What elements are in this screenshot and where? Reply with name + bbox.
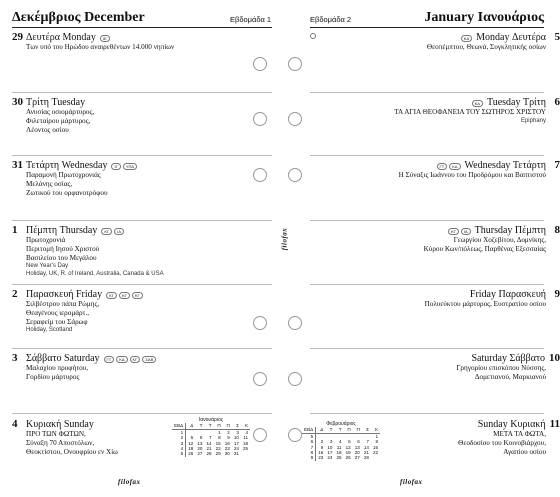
reading-badge: ΣΑΒ — [142, 356, 156, 363]
day-number: 11 — [549, 418, 560, 430]
calendar-date-cell: 19 — [188, 446, 194, 452]
day-entry — [12, 31, 270, 52]
calendar-date-cell: 20 — [354, 450, 360, 456]
note-line: Epiphany — [520, 117, 546, 124]
calendar-date-cell: 7 — [209, 435, 212, 441]
calendar-date-cell: 12 — [345, 444, 351, 450]
day-number: 4 — [12, 418, 18, 430]
day-heading — [310, 31, 560, 43]
calendar-date-cell: 9 — [320, 444, 324, 450]
calendar-date-cell: 2 — [227, 429, 230, 435]
note-line: Των υπό του Ηρώδου αναιρεθέντων 14.000 νηπίων — [26, 43, 175, 51]
day-name: Δευτέρα Monday — [26, 32, 96, 43]
day-name: Sunday Κυριακή — [477, 419, 546, 430]
binder-hole — [288, 372, 302, 386]
binder-hole — [288, 57, 302, 71]
calendar-date-cell: 14 — [363, 444, 369, 450]
calendar-date-cell: 3 — [329, 439, 333, 445]
reading-badge: ΓΤ — [104, 356, 115, 363]
calendar-date-cell: 4 — [172, 446, 186, 451]
reading-badge: ΚΔ — [449, 163, 460, 170]
calendar-date-cell: 11 — [336, 444, 342, 450]
day-number: 7 — [554, 159, 560, 171]
day-separator — [12, 92, 272, 93]
reading-badge: ΚΔ — [116, 356, 127, 363]
calendar-date-cell: 6 — [302, 439, 316, 444]
binder-hole — [288, 168, 302, 182]
calendar-header-cell: Π — [223, 423, 232, 429]
calendar-date-cell: 20 — [197, 446, 203, 452]
day-notes — [310, 364, 560, 382]
note-line: Θεοδοσίου του Κοινοβιάρχου, — [458, 438, 546, 447]
calendar-date-cell: 1 — [172, 429, 186, 435]
calendar-date-cell: 27 — [197, 451, 203, 457]
mini-calendar-february — [302, 422, 380, 461]
day-heading — [12, 352, 270, 364]
reading-badge: ΙΓ — [111, 163, 120, 170]
calendar-date-cell: 9 — [302, 455, 316, 460]
day-entry — [310, 352, 560, 382]
day-separator — [310, 220, 544, 221]
day-notes — [12, 108, 270, 134]
calendar-date-cell: 13 — [197, 440, 203, 446]
note-line: Πρωτοχρονιά — [26, 236, 66, 244]
note-line: Βασιλείου του Μεγάλου — [26, 253, 97, 262]
brand-logo-right: filofax — [400, 478, 423, 486]
calendar-date-cell: 30 — [224, 451, 230, 457]
reading-badge: ΙΑ — [114, 228, 124, 235]
day-separator — [12, 284, 272, 285]
calendar-header-cell: Π — [344, 427, 353, 433]
calendar-date-cell: 17 — [233, 440, 239, 446]
note-line: Σεραφείμ του Σάρωφ — [26, 317, 88, 326]
day-name: Saturday Σάββατο — [471, 353, 545, 364]
reading-badge: ΓΤ — [437, 163, 448, 170]
day-number: 1 — [12, 224, 18, 236]
note-line: Περιτομή Ιησού Χριστού — [26, 244, 100, 253]
day-entry — [12, 96, 270, 134]
calendar-date-cell: 26 — [188, 451, 194, 457]
calendar-header-cell: Τ — [195, 423, 204, 429]
binder-hole — [253, 112, 267, 126]
calendar-date-cell: 18 — [336, 450, 342, 456]
day-notes — [12, 236, 270, 278]
day-heading — [12, 159, 270, 171]
day-number: 9 — [554, 288, 560, 300]
calendar-title: Ιανουάριος — [198, 417, 224, 423]
note-line: Σιλβέστρου πάπα Ρώμης, — [26, 300, 100, 308]
day-entry — [12, 288, 270, 334]
day-heading — [12, 224, 270, 236]
day-notes — [12, 364, 270, 382]
day-heading — [12, 31, 270, 43]
calendar-date-cell: 14 — [206, 440, 212, 446]
day-heading — [12, 96, 270, 108]
note-line: Πολυεύκτου μάρτυρος, Ευστρατίου οσίου — [424, 300, 546, 308]
reading-badge: ΙΕ — [100, 35, 110, 42]
calendar-week-row — [302, 455, 380, 460]
calendar-date-cell: 9 — [227, 435, 230, 441]
day-number: 6 — [554, 96, 560, 108]
calendar-date-cell: 24 — [327, 455, 333, 461]
binder-hole — [288, 428, 302, 442]
calendar-grid — [172, 423, 250, 456]
calendar-date-cell: 23 — [224, 446, 230, 452]
note-line: Θεαγένους ιερομάρτ., — [26, 308, 90, 317]
day-number: 10 — [549, 352, 560, 364]
reading-badges — [104, 356, 157, 363]
day-heading — [12, 288, 270, 300]
reading-badges — [106, 292, 143, 299]
day-entry — [310, 31, 560, 52]
binder-hole — [288, 316, 302, 330]
binder-hole — [253, 316, 267, 330]
note-line: Κύρου Κων/πόλεως, Παρθένας Εξεσσαίας — [423, 244, 546, 253]
day-entry — [12, 352, 270, 382]
calendar-date-cell: 15 — [215, 440, 221, 446]
calendar-date-cell: 7 — [366, 439, 369, 445]
day-notes — [310, 43, 560, 52]
calendar-date-cell: 5 — [172, 451, 186, 456]
day-number: 31 — [12, 159, 23, 171]
calendar-date-cell: 25 — [242, 446, 249, 452]
right-month-title: January Ιανουάριος — [424, 10, 544, 25]
calendar-date-cell: 28 — [363, 455, 369, 461]
calendar-date-cell: 6 — [199, 435, 203, 441]
day-name: Σάββατο Saturday — [26, 353, 100, 364]
calendar-date-cell: 22 — [372, 450, 379, 456]
calendar-date-cell: 27 — [354, 455, 360, 461]
note-line: Holiday, UK, R. of Ireland, Australia, Canada & USA — [26, 271, 164, 278]
day-name: Πέμπτη Thursday — [26, 225, 98, 236]
day-notes — [12, 43, 270, 52]
note-line: Σύναξη 70 Αποστόλων, — [26, 438, 95, 447]
note-line: Holiday, Scotland — [26, 327, 73, 334]
calendar-date-cell: 7 — [302, 445, 316, 450]
day-notes — [12, 171, 270, 197]
binder-hole — [288, 112, 302, 126]
reading-badge: ΚΓ — [119, 292, 130, 299]
calendar-date-cell: 22 — [215, 446, 221, 452]
day-separator — [12, 155, 272, 156]
note-line: Μελάνης οσίας, — [26, 179, 73, 188]
day-name: Παρασκευή Friday — [26, 289, 103, 300]
right-page — [280, 0, 560, 497]
day-number: 5 — [554, 31, 560, 43]
calendar-date-cell: 19 — [345, 450, 351, 456]
right-week-label: Εβδομάδα 2 — [310, 15, 352, 24]
note-line: New Year's Day — [26, 263, 69, 270]
day-name: Thursday Πέμπτη — [474, 225, 546, 236]
note-line: Γορδίου μάρτυρος — [26, 372, 80, 381]
note-line: ΜΕΤΑ ΤΑ ΦΩΤΑ, — [493, 430, 546, 438]
day-notes — [12, 300, 270, 334]
calendar-date-cell: 11 — [243, 435, 249, 441]
day-separator — [12, 413, 272, 414]
note-line: Ζωτικού του ορφανοτρόφου — [26, 188, 108, 197]
calendar-date-cell: 26 — [345, 455, 351, 461]
day-separator — [310, 155, 544, 156]
calendar-header-cell: Τ — [204, 423, 213, 429]
calendar-date-cell: 18 — [242, 440, 249, 446]
note-line: Λέοντος οσίου — [26, 125, 69, 134]
calendar-title: Φεβρουάριος — [326, 421, 356, 427]
calendar-date-cell: 2 — [172, 435, 186, 440]
note-line: ΠΡΟ ΤΩΝ ΦΩΤΩΝ, — [26, 430, 86, 438]
left-week-label: Εβδομάδα 1 — [230, 15, 272, 24]
calendar-date-cell: 31 — [233, 451, 239, 457]
calendar-date-cell: 1 — [218, 429, 221, 435]
calendar-date-cell: 10 — [327, 444, 333, 450]
day-separator — [310, 413, 544, 414]
calendar-date-cell: 4 — [245, 429, 249, 435]
day-entry — [12, 159, 270, 197]
day-separator — [310, 92, 544, 93]
binder-hole — [253, 168, 267, 182]
reading-badge: ΚΔ — [472, 100, 483, 107]
day-number: 30 — [12, 96, 23, 108]
day-separator — [310, 284, 544, 285]
reading-badge: ΥΠΑ — [123, 163, 137, 170]
calendar-date-cell — [371, 455, 380, 460]
calendar-date-cell: 5 — [348, 439, 351, 445]
reading-badges — [472, 100, 483, 107]
day-name: Monday Δευτέρα — [476, 32, 546, 43]
calendar-date-cell: 2 — [320, 439, 324, 445]
day-notes — [310, 171, 560, 180]
day-number: 29 — [12, 31, 23, 43]
day-heading — [310, 96, 560, 108]
day-entry — [310, 96, 560, 125]
note-line: Παραμονή Πρωτοχρονιάς — [26, 171, 101, 179]
calendar-header-cell: Δ — [316, 427, 326, 433]
day-name: Wednesday Τετάρτη — [464, 160, 546, 171]
calendar-header-cell: Δ — [186, 423, 196, 429]
calendar-date-cell: 6 — [357, 439, 360, 445]
day-number: 2 — [12, 288, 18, 300]
reading-badges — [100, 35, 110, 42]
calendar-header-cell: ΕΒΔ — [302, 427, 316, 433]
day-heading — [310, 224, 560, 236]
day-separator — [310, 348, 544, 349]
binder-hole — [253, 372, 267, 386]
reading-badge: ΚΓ — [101, 228, 112, 235]
reading-badge: ΚΓ — [106, 292, 117, 299]
calendar-week-row — [172, 451, 250, 456]
calendar-header-cell: Κ — [371, 427, 380, 433]
day-heading — [310, 352, 560, 364]
note-line: Ανυσίας οσιομάρτυρος, — [26, 108, 95, 116]
calendar-date-cell: 29 — [215, 451, 221, 457]
binder-hole — [253, 428, 267, 442]
note-line: Αγαπίου οσίου — [503, 447, 546, 456]
note-line: Φιλεταίρου μάρτυρος, — [26, 116, 91, 125]
right-header-rule — [310, 27, 544, 28]
calendar-header-cell: Τ — [334, 427, 343, 433]
calendar-header-cell: Κ — [241, 423, 250, 429]
reading-badge: ΚΓ — [130, 356, 141, 363]
note-line: Γεωργίου Χοζεβίτου, Δομνίκης, — [453, 236, 546, 244]
day-separator — [12, 348, 272, 349]
day-entry — [310, 159, 560, 180]
day-entry — [310, 288, 560, 309]
day-name: Friday Παρασκευή — [469, 289, 546, 300]
calendar-date-cell: 1 — [375, 433, 379, 439]
reading-badges — [101, 228, 124, 235]
calendar-header-cell: ΕΒΔ — [172, 423, 186, 429]
calendar-date-cell: 13 — [354, 444, 360, 450]
spine-brand-logo: filofax — [280, 227, 289, 251]
calendar-date-cell: 10 — [233, 435, 239, 441]
calendar-date-cell — [241, 451, 250, 456]
calendar-header-cell: Σ — [232, 423, 241, 429]
day-number: 8 — [554, 224, 560, 236]
reading-badges — [461, 35, 472, 42]
reading-badges — [448, 228, 471, 235]
left-month-title: Δεκέμβριος December — [12, 10, 145, 25]
calendar-header-cell: Σ — [362, 427, 371, 433]
calendar-date-cell: 3 — [172, 441, 186, 446]
calendar-date-cell: 23 — [318, 455, 324, 461]
calendar-date-cell: 21 — [363, 450, 369, 456]
calendar-date-cell: 5 — [302, 433, 316, 439]
day-name: Τετάρτη Wednesday — [26, 160, 108, 171]
note-line: Γρηγορίου επισκόπου Νύσσης, — [456, 364, 546, 372]
binder-hole — [253, 57, 267, 71]
calendar-date-cell: 15 — [372, 444, 379, 450]
calendar-date-cell: 16 — [318, 450, 324, 456]
calendar-date-cell: 25 — [336, 455, 342, 461]
note-line: Δομετιανού, Μαρκιανού — [474, 372, 546, 381]
calendar-header-cell: Τ — [325, 427, 334, 433]
reading-badges — [111, 163, 137, 170]
calendar-date-cell: 3 — [236, 429, 239, 435]
calendar-date-cell: 8 — [218, 435, 221, 441]
day-heading — [310, 288, 560, 300]
calendar-date-cell: 21 — [206, 446, 212, 452]
reading-badge: ΚΓ — [132, 292, 143, 299]
note-line: Θεοπέμπτου, Θεωνά, Συγκλητικής οσίων — [426, 43, 546, 51]
day-number: 3 — [12, 352, 18, 364]
brand-logo-left: filofax — [118, 478, 141, 486]
calendar-date-cell: 17 — [327, 450, 333, 456]
calendar-date-cell: 5 — [190, 435, 194, 441]
calendar-date-cell: 16 — [224, 440, 230, 446]
left-header-rule — [12, 27, 272, 28]
calendar-header-cell: Π — [353, 427, 362, 433]
calendar-date-cell: 4 — [339, 439, 342, 445]
calendar-grid — [302, 427, 380, 460]
day-notes — [310, 108, 560, 125]
calendar-date-cell: 8 — [302, 450, 316, 455]
note-line: Θεοκτίστου, Ονουφρίου εν Χίω — [26, 447, 118, 456]
day-entry — [310, 224, 560, 254]
reading-badge: ΚΓ — [448, 228, 459, 235]
note-line: Μαλαχίου προφήτου, — [26, 364, 89, 372]
day-heading — [310, 159, 560, 171]
calendar-date-cell: 8 — [375, 439, 379, 445]
calendar-header-cell: Π — [214, 423, 223, 429]
note-line: Η Σύναξις Ιωάννου του Προδρόμου και Βαπτιστού — [398, 171, 546, 179]
day-notes — [310, 236, 560, 254]
reading-badge: ΙΑ — [461, 228, 471, 235]
calendar-date-cell: 24 — [233, 446, 239, 452]
calendar-date-cell: 12 — [188, 440, 194, 446]
day-entry — [12, 224, 270, 278]
calendar-date-cell: 28 — [206, 451, 212, 457]
day-notes — [310, 300, 560, 309]
day-name: Tuesday Τρίτη — [486, 97, 546, 108]
reading-badge: ΚΔ — [461, 35, 472, 42]
day-separator — [12, 220, 272, 221]
day-name: Κυριακή Sunday — [26, 419, 94, 430]
mini-calendar-january — [172, 418, 250, 457]
reading-badges — [437, 163, 461, 170]
day-name: Τρίτη Tuesday — [26, 97, 86, 108]
note-line: ΤΑ ΑΓΙΑ ΘΕΟΦΑΝΕΙΑ ΤΟΥ ΣΩΤΗΡΟΣ ΧΡΙΣΤΟΥ — [394, 108, 546, 116]
left-page — [0, 0, 272, 497]
